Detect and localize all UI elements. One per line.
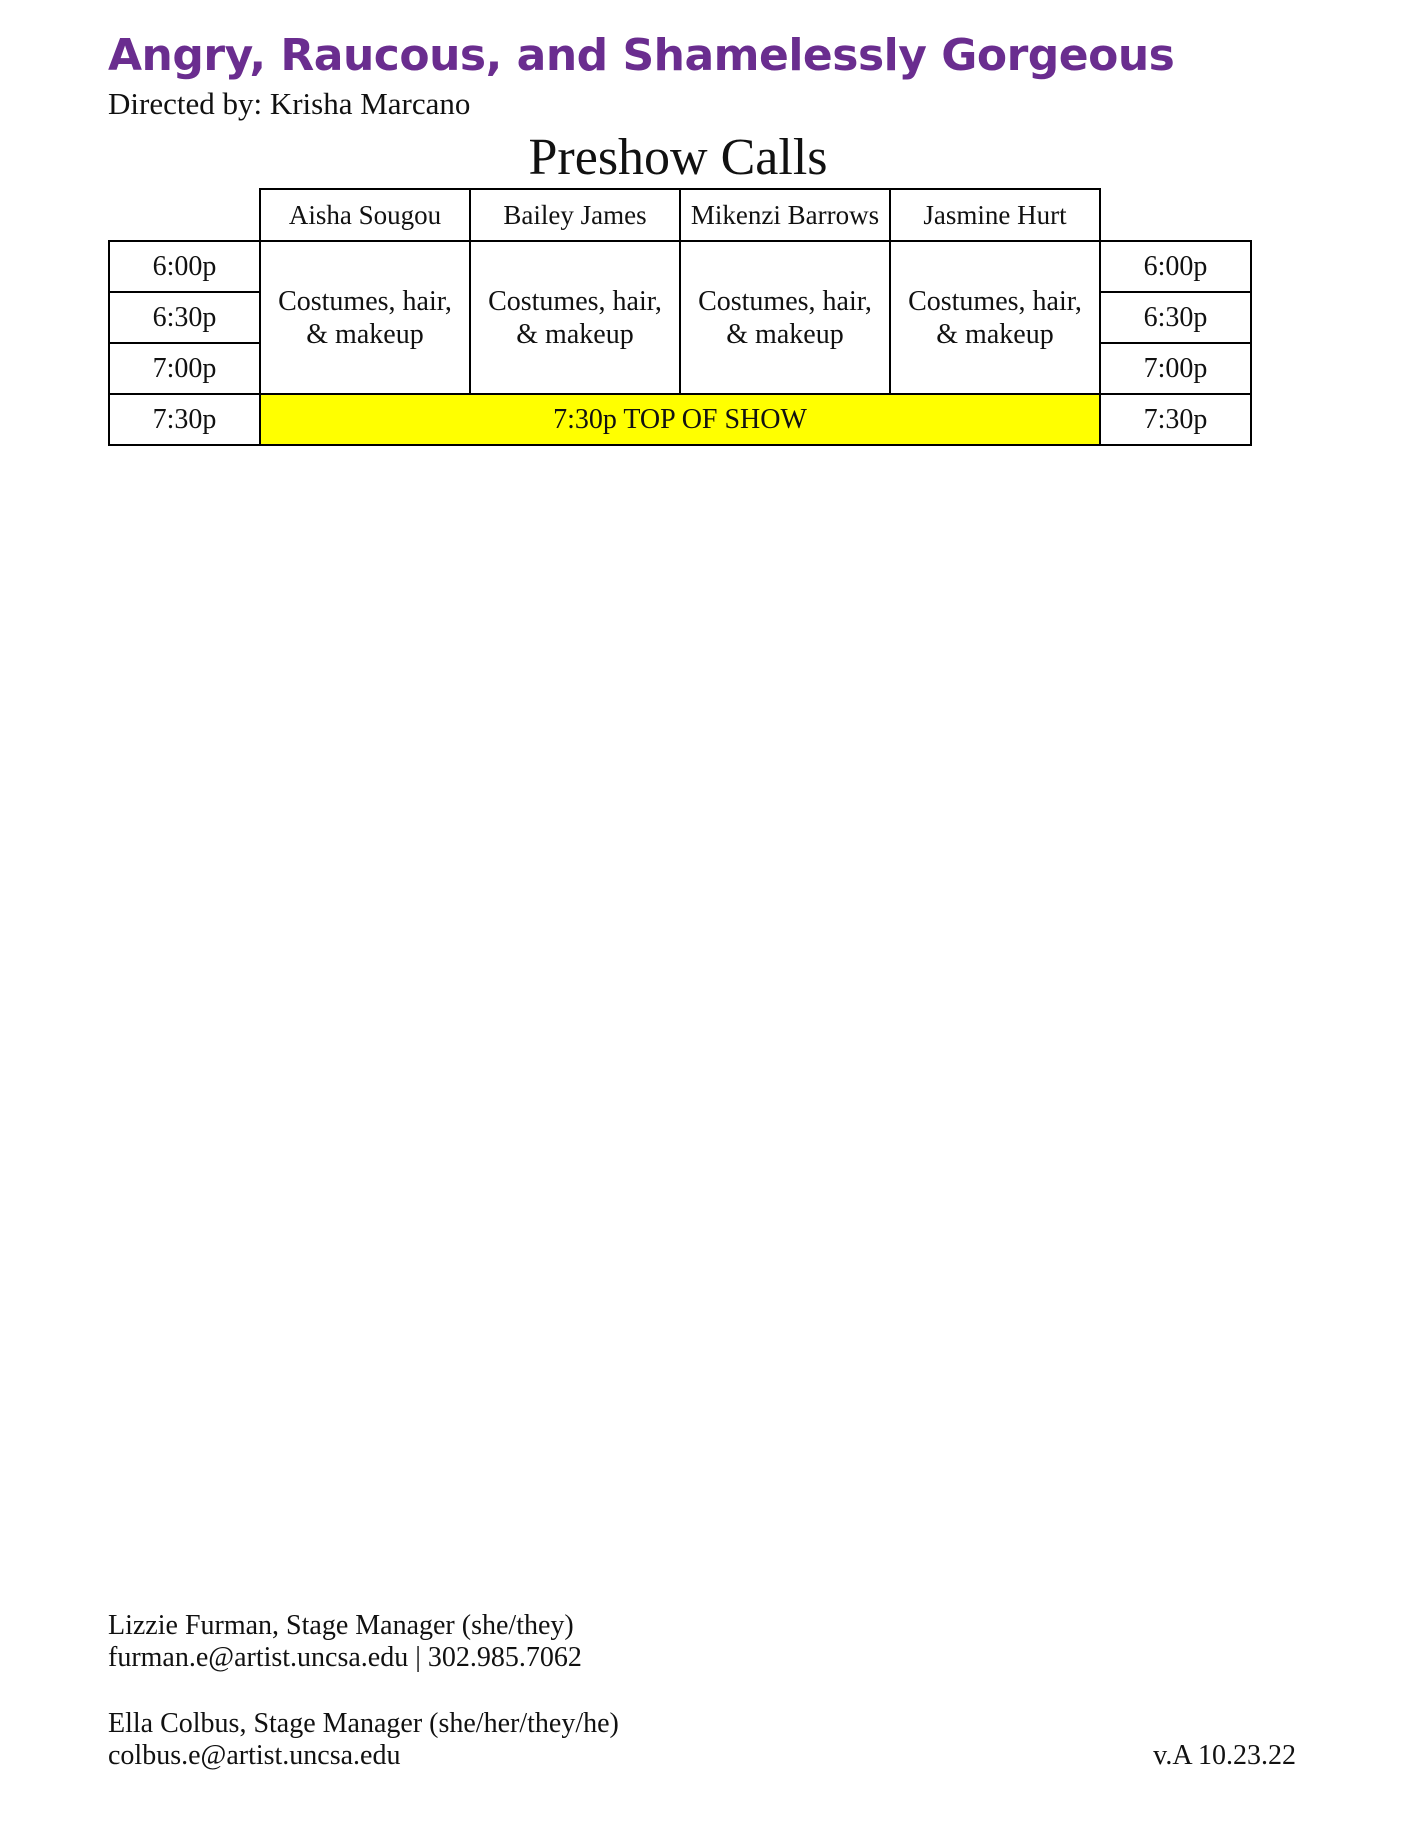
time-cell-left: 7:00p: [109, 343, 260, 394]
time-cell-right: 6:00p: [1100, 241, 1251, 292]
preshow-calls-table: [108, 188, 1252, 446]
stage-manager-email: colbus.e@artist.uncsa.edu: [108, 1740, 401, 1771]
call-cell: [470, 241, 680, 394]
stage-manager-contact-2: [108, 1708, 619, 1772]
show-title: Angry, Raucous, and Shamelessly Gorgeous: [108, 30, 1175, 81]
version-label: v.A 10.23.22: [1153, 1740, 1296, 1771]
top-of-show-banner: 7:30p TOP OF SHOW: [260, 394, 1100, 445]
time-cell-left: 6:00p: [109, 241, 260, 292]
call-cell: [890, 241, 1100, 394]
stage-manager-contact-1: [108, 1610, 582, 1674]
call-cell: [680, 241, 890, 394]
actor-header-row: [109, 189, 1251, 241]
call-cell: [260, 241, 470, 394]
blank-corner-cell: [1100, 189, 1251, 241]
call-line: & makeup: [516, 318, 634, 350]
call-line: Costumes, hair,: [908, 285, 1082, 317]
time-cell-left: 7:30p: [109, 394, 260, 445]
stage-manager-name: Ella Colbus, Stage Manager (she/her/they/he): [108, 1708, 619, 1739]
time-cell-right: 6:30p: [1100, 292, 1251, 343]
stage-manager-email-phone: furman.e@artist.uncsa.edu | 302.985.7062: [108, 1642, 582, 1673]
actor-header-cell: Jasmine Hurt: [890, 189, 1100, 241]
sheet-title: Preshow Calls: [528, 129, 828, 186]
time-cell-left: 6:30p: [109, 292, 260, 343]
call-line: Costumes, hair,: [698, 285, 872, 317]
director-credit: Directed by: Krisha Marcano: [108, 86, 471, 121]
call-line: Costumes, hair,: [278, 285, 452, 317]
time-cell-right: 7:30p: [1100, 394, 1251, 445]
call-line: Costumes, hair,: [488, 285, 662, 317]
call-line: & makeup: [936, 318, 1054, 350]
time-slot-row: [109, 241, 1251, 292]
time-cell-right: 7:00p: [1100, 343, 1251, 394]
call-line: & makeup: [726, 318, 844, 350]
time-slot-row: [109, 394, 1251, 445]
call-line: & makeup: [306, 318, 424, 350]
blank-corner-cell: [109, 189, 260, 241]
actor-header-cell: Aisha Sougou: [260, 189, 470, 241]
stage-manager-name: Lizzie Furman, Stage Manager (she/they): [108, 1610, 574, 1641]
actor-header-cell: Mikenzi Barrows: [680, 189, 890, 241]
actor-header-cell: Bailey James: [470, 189, 680, 241]
